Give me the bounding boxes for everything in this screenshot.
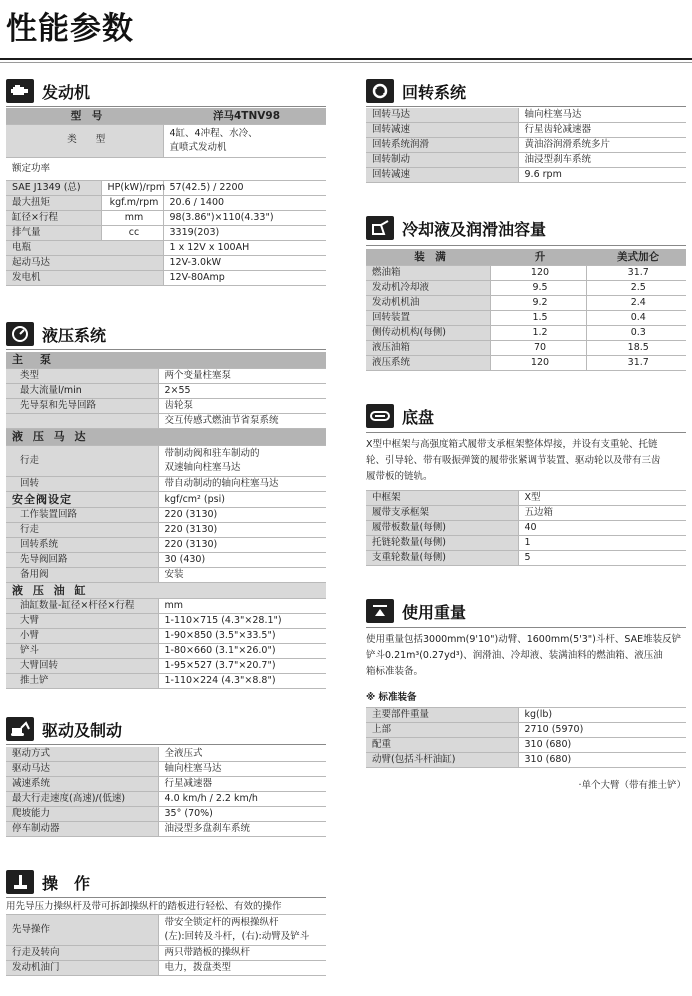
valve-row-value: 220 (3130) [158,508,326,523]
engine-row-value: 57(42.5) / 2200 [163,181,326,196]
engine-row-label: 电瓶 [6,241,163,256]
weight-row [366,753,686,768]
operation-row-label: 行走及转向 [6,946,158,961]
undercarriage-title: 底盘 [402,407,435,427]
swing-row-label: 回转马达 [366,108,518,123]
drive-row [6,807,326,822]
drive-row-value: 行星减速器 [158,777,326,792]
capacity-row-label: 侧传动机构(每侧) [366,326,490,341]
hydraulic-row-label [6,414,158,429]
drive-row [6,747,326,762]
undercarriage-row [366,551,686,566]
capacity-section-header [366,215,546,241]
engine-type-row [6,125,326,158]
hydraulic-row-value: 交互传感式燃油节省泵系统 [158,414,326,429]
swing-motor-row [6,477,326,492]
drive-row-label: 减速系统 [6,777,158,792]
swing-row [366,123,686,138]
hydraulic-title: 液压系统 [42,325,107,345]
weight-desc [366,632,688,680]
capacity-table [366,249,686,371]
undercarriage-row [366,491,686,506]
capacity-row-gallon: 2.4 [586,296,686,311]
engine-type-line1: 4缸、4冲程、水冷、 [169,128,258,139]
operation-row-value: 两只带踏板的操纵杆 [158,946,326,961]
weight-row-value: 310 (680) [518,738,686,753]
cylinder-row-value: 1-95×527 (3.7"×20.7") [158,659,326,674]
swing-row-value: 轴向柱塞马达 [518,108,686,123]
capacity-row-gallon: 0.4 [586,311,686,326]
drive-row-label: 停车制动器 [6,822,158,837]
hydraulic-row-label: 最大流量l/min [6,384,158,399]
weight-rule [366,627,686,628]
capacity-title: 冷却液及润滑油容量 [402,219,547,239]
weight-row-label: 配重 [366,738,518,753]
drive-row-value: 轴向柱塞马达 [158,762,326,777]
drive-table [6,747,326,837]
cylinder-row-value: 1-110×224 (4.3"×8.8") [158,674,326,689]
engine-rule [6,106,326,107]
cylinder-row-value: 1-110×715 (4.3"×28.1") [158,614,326,629]
capacity-row [366,266,686,281]
operation-rule [6,897,326,898]
pilot-line2: (左):回转及斗杆，(右):动臂及铲斗 [164,931,310,942]
engine-row-label: SAE J1349 (总) [6,181,101,196]
engine-row [6,196,326,211]
title-divider-thin [0,62,692,63]
engine-row [6,226,326,241]
capacity-row-gallon: 2.5 [586,281,686,296]
hydraulic-row-value: 2×55 [158,384,326,399]
operation-row-label: 发动机油门 [6,961,158,976]
undercarriage-desc-line: 轮、引导轮、带有吸振弹簧的履带张紧调节装置、驱动轮以及带有三齿 [366,455,661,466]
capacity-rule [366,245,686,246]
travel-motor-row [6,446,326,477]
cylinder-row [6,644,326,659]
drive-row-label: 驱动马达 [6,762,158,777]
swing-row-label: 回转减速 [366,123,518,138]
capacity-row-liter: 1.5 [490,311,586,326]
undercarriage-table [366,490,686,566]
cylinder-row-label: 推土铲 [6,674,158,689]
swing-row-label: 回转减速 [366,168,518,183]
engine-row-value: 20.6 / 1400 [163,196,326,211]
capacity-header-fill: 装 满 [366,249,490,266]
hydraulic-row-value: 两个变量柱塞泵 [158,369,326,384]
capacity-row-liter: 9.2 [490,296,586,311]
weight-row-label: 动臂(包括斗杆油缸) [366,753,518,768]
operation-note: 用先导压力操纵杆及带可拆卸操纵杆的踏板进行轻松、有效的操作 [6,901,282,912]
weight-row-value: kg(lb) [518,708,686,723]
engine-row [6,181,326,196]
drive-row-value: 油浸型多盘刹车系统 [158,822,326,837]
engine-table [6,108,326,286]
undercarriage-row-label: 履带支承框架 [366,506,518,521]
undercarriage-row-value: 五边箱 [518,506,686,521]
pump-head-row [6,352,326,369]
weight-title: 使用重量 [402,602,467,622]
cylinder-row-label: 大臂回转 [6,659,158,674]
valve-row-label: 先导阀回路 [6,553,158,568]
engine-row-unit: mm [101,211,163,226]
valve-row [6,568,326,583]
valve-row-label: 回转系统 [6,538,158,553]
weight-desc-line: 箱标准装备。 [366,666,424,677]
engine-row-value: 12V-80Amp [163,271,326,286]
operation-section-header [6,869,90,895]
operation-row [6,946,326,961]
swing-motor-value: 带自动制动的轴向柱塞马达 [158,477,326,492]
weight-icon [366,599,394,623]
travel-motor-label: 行走 [6,446,158,477]
cylinder-row [6,659,326,674]
hydraulic-row-value: 齿轮泵 [158,399,326,414]
valve-row-label: 行走 [6,523,158,538]
capacity-row-gallon: 31.7 [586,266,686,281]
undercarriage-desc [366,437,688,485]
valve-row-label: 备用阀 [6,568,158,583]
valve-row [6,538,326,553]
capacity-row [366,296,686,311]
hydraulic-table [6,352,326,689]
valve-row-label: 工作装置回路 [6,508,158,523]
hydraulic-row [6,414,326,429]
engine-model-row [6,108,326,125]
undercarriage-row-value: 1 [518,536,686,551]
cylinder-row [6,614,326,629]
standard-equipment-label: ※ 标准装备 [366,692,417,703]
engine-row-unit: HP(kW)/rpm [101,181,163,196]
cylinder-row-label: 大臂 [6,614,158,629]
pilot-label: 先导操作 [6,915,158,946]
page-title: 性能参数 [6,11,134,47]
swing-row [366,153,686,168]
hydraulic-row [6,399,326,414]
capacity-row-label: 回转装置 [366,311,490,326]
cylinder-row-value: mm [158,599,326,614]
undercarriage-row-value: 5 [518,551,686,566]
swing-row [366,138,686,153]
engine-type-line2: 直喷式发动机 [169,142,227,153]
cylinder-row-label: 铲斗 [6,644,158,659]
swing-title: 回转系统 [402,82,467,102]
weight-row-label: 主要部件重量 [366,708,518,723]
undercarriage-row-label: 支重轮数量(每侧) [366,551,518,566]
engine-row-value: 1 x 12V x 100AH [163,241,326,256]
title-divider [0,58,692,60]
engine-model-value: 洋马4TNV98 [163,108,326,125]
engine-row-label: 发电机 [6,271,163,286]
undercarriage-row-label: 中框架 [366,491,518,506]
weight-desc-line: 铲斗0.21m³(0.27yd³)、润滑油、冷却液、装满油料的燃油箱、液压油 [366,650,663,661]
oil-can-icon [366,216,394,240]
engine-row [6,256,326,271]
swing-row-value: 油浸型刹车系统 [518,153,686,168]
swing-row [366,168,686,183]
valve-row-value: 220 (3130) [158,523,326,538]
operation-table [6,914,326,976]
undercarriage-rule [366,432,686,433]
cylinder-row-value: 1-90×850 (3.5"×33.5") [158,629,326,644]
capacity-row [366,326,686,341]
pilot-line1: 带安全锁定杆的两根操纵杆 [164,917,279,928]
drive-row [6,822,326,837]
drive-row-label: 驱动方式 [6,747,158,762]
capacity-row-liter: 70 [490,341,586,356]
valve-row [6,553,326,568]
cylinder-row-label: 小臂 [6,629,158,644]
drive-row-label: 最大行走速度(高速)/(低速) [6,792,158,807]
cylinder-row [6,629,326,644]
weight-footnote: ·单个大臂（带有推土铲） [578,780,686,791]
capacity-row-label: 燃油箱 [366,266,490,281]
weight-row [366,723,686,738]
engine-rated-power-row [6,158,326,181]
engine-rated-power-label: 额定功率 [6,158,326,181]
weight-row-value: 310 (680) [518,753,686,768]
joystick-icon [6,870,34,894]
capacity-row-liter: 120 [490,266,586,281]
weight-table [366,707,686,768]
capacity-row-liter: 9.5 [490,281,586,296]
capacity-row-label: 液压系统 [366,356,490,371]
drive-rule [6,744,326,745]
drive-row [6,762,326,777]
swing-row [366,108,686,123]
capacity-row [366,311,686,326]
undercarriage-section-header [366,403,434,429]
engine-model-label: 型 号 [6,108,163,125]
engine-type-label: 类 型 [6,125,163,158]
engine-row-unit: cc [101,226,163,241]
travel-motor-line1: 带制动阀和驻车制动的 [164,448,260,459]
capacity-row [366,356,686,371]
cylinder-row-value: 1-80×660 (3.1"×26.0") [158,644,326,659]
weight-row-value: 2710 (5970) [518,723,686,738]
travel-motor-line2: 双速轴向柱塞马达 [164,462,241,473]
engine-row-unit: kgf.m/rpm [101,196,163,211]
hydraulic-rule [6,349,326,350]
engine-row-value: 98(3.86")×110(4.33") [163,211,326,226]
undercarriage-row-label: 托链轮数量(每侧) [366,536,518,551]
valve-row-value: 220 (3130) [158,538,326,553]
engine-row-label: 最大扭矩 [6,196,101,211]
operation-title: 操 作 [42,873,91,893]
capacity-row-liter: 1.2 [490,326,586,341]
capacity-row [366,341,686,356]
engine-row-label: 缸径×行程 [6,211,101,226]
capacity-header-row [366,249,686,266]
cylinder-head: 液 压 油 缸 [6,583,326,599]
engine-row [6,211,326,226]
valve-unit: kgf/cm² (psi) [158,492,326,508]
operation-row-value: 电力，拨盘类型 [158,961,326,976]
hydraulic-row [6,369,326,384]
capacity-row-liter: 120 [490,356,586,371]
excavator-icon [6,717,34,741]
capacity-header-gallon: 美式加仑 [586,249,686,266]
drive-row-label: 爬坡能力 [6,807,158,822]
capacity-row-gallon: 18.5 [586,341,686,356]
track-icon [366,404,394,428]
weight-row [366,708,686,723]
weight-row [366,738,686,753]
operation-row [6,961,326,976]
pump-head: 主 泵 [6,352,326,369]
drive-section-header [6,716,122,742]
drive-row-value: 全液压式 [158,747,326,762]
weight-section-header [366,598,466,624]
capacity-row [366,281,686,296]
engine-row [6,241,326,256]
valve-head: 安全阀设定 [6,492,158,508]
weight-desc-line: 使用重量包括3000mm(9'10")动臂、1600mm(5'3")斗杆、SAE堆装反铲 [366,634,682,645]
cylinder-row-label: 油缸数量-缸径×杆径×行程 [6,599,158,614]
cylinder-row [6,674,326,689]
hydraulic-row-label: 类型 [6,369,158,384]
swing-motor-label: 回转 [6,477,158,492]
engine-row [6,271,326,286]
undercarriage-row-label: 履带板数量(每侧) [366,521,518,536]
undercarriage-row-value: X型 [518,491,686,506]
rotation-icon [366,79,394,103]
drive-row [6,777,326,792]
engine-row-value: 3319(203) [163,226,326,241]
undercarriage-row [366,521,686,536]
swing-table [366,108,686,183]
swing-row-label: 回转系统润滑 [366,138,518,153]
engine-title: 发动机 [42,82,91,102]
hydraulic-row [6,384,326,399]
swing-row-label: 回转制动 [366,153,518,168]
valve-row-value: 安装 [158,568,326,583]
pilot-row [6,915,326,946]
undercarriage-desc-line: 履带板的链轨。 [366,471,433,482]
engine-row-label: 起动马达 [6,256,163,271]
capacity-header-liter: 升 [490,249,586,266]
capacity-row-label: 发动机机油 [366,296,490,311]
valve-row-value: 30 (430) [158,553,326,568]
drive-row-value: 4.0 km/h / 2.2 km/h [158,792,326,807]
swing-row-value: 9.6 rpm [518,168,686,183]
engine-row-value: 12V-3.0kW [163,256,326,271]
swing-rule [366,106,686,107]
valve-head-row [6,492,326,508]
motor-head: 液 压 马 达 [6,429,326,446]
undercarriage-row [366,536,686,551]
engine-icon [6,79,34,103]
cylinder-head-row [6,583,326,599]
undercarriage-row [366,506,686,521]
capacity-row-label: 发动机冷却液 [366,281,490,296]
engine-row-label: 排气量 [6,226,101,241]
hydraulic-row-label: 先导泵和先导回路 [6,399,158,414]
capacity-row-gallon: 31.7 [586,356,686,371]
motor-head-row [6,429,326,446]
hydraulic-section-header [6,321,106,347]
drive-title: 驱动及制动 [42,720,123,740]
gauge-icon [6,322,34,346]
weight-row-label: 上部 [366,723,518,738]
valve-row [6,508,326,523]
drive-row-value: 35° (70%) [158,807,326,822]
swing-row-value: 黄油浴润滑系统多片 [518,138,686,153]
capacity-row-label: 液压油箱 [366,341,490,356]
capacity-row-gallon: 0.3 [586,326,686,341]
cylinder-row [6,599,326,614]
engine-section-header [6,78,90,104]
undercarriage-row-value: 40 [518,521,686,536]
undercarriage-desc-line: X型中框架与高强度箱式履带支承框架整体焊接，并设有支重轮、托链 [366,439,658,450]
swing-section-header [366,78,466,104]
valve-row [6,523,326,538]
swing-row-value: 行星齿轮减速器 [518,123,686,138]
drive-row [6,792,326,807]
